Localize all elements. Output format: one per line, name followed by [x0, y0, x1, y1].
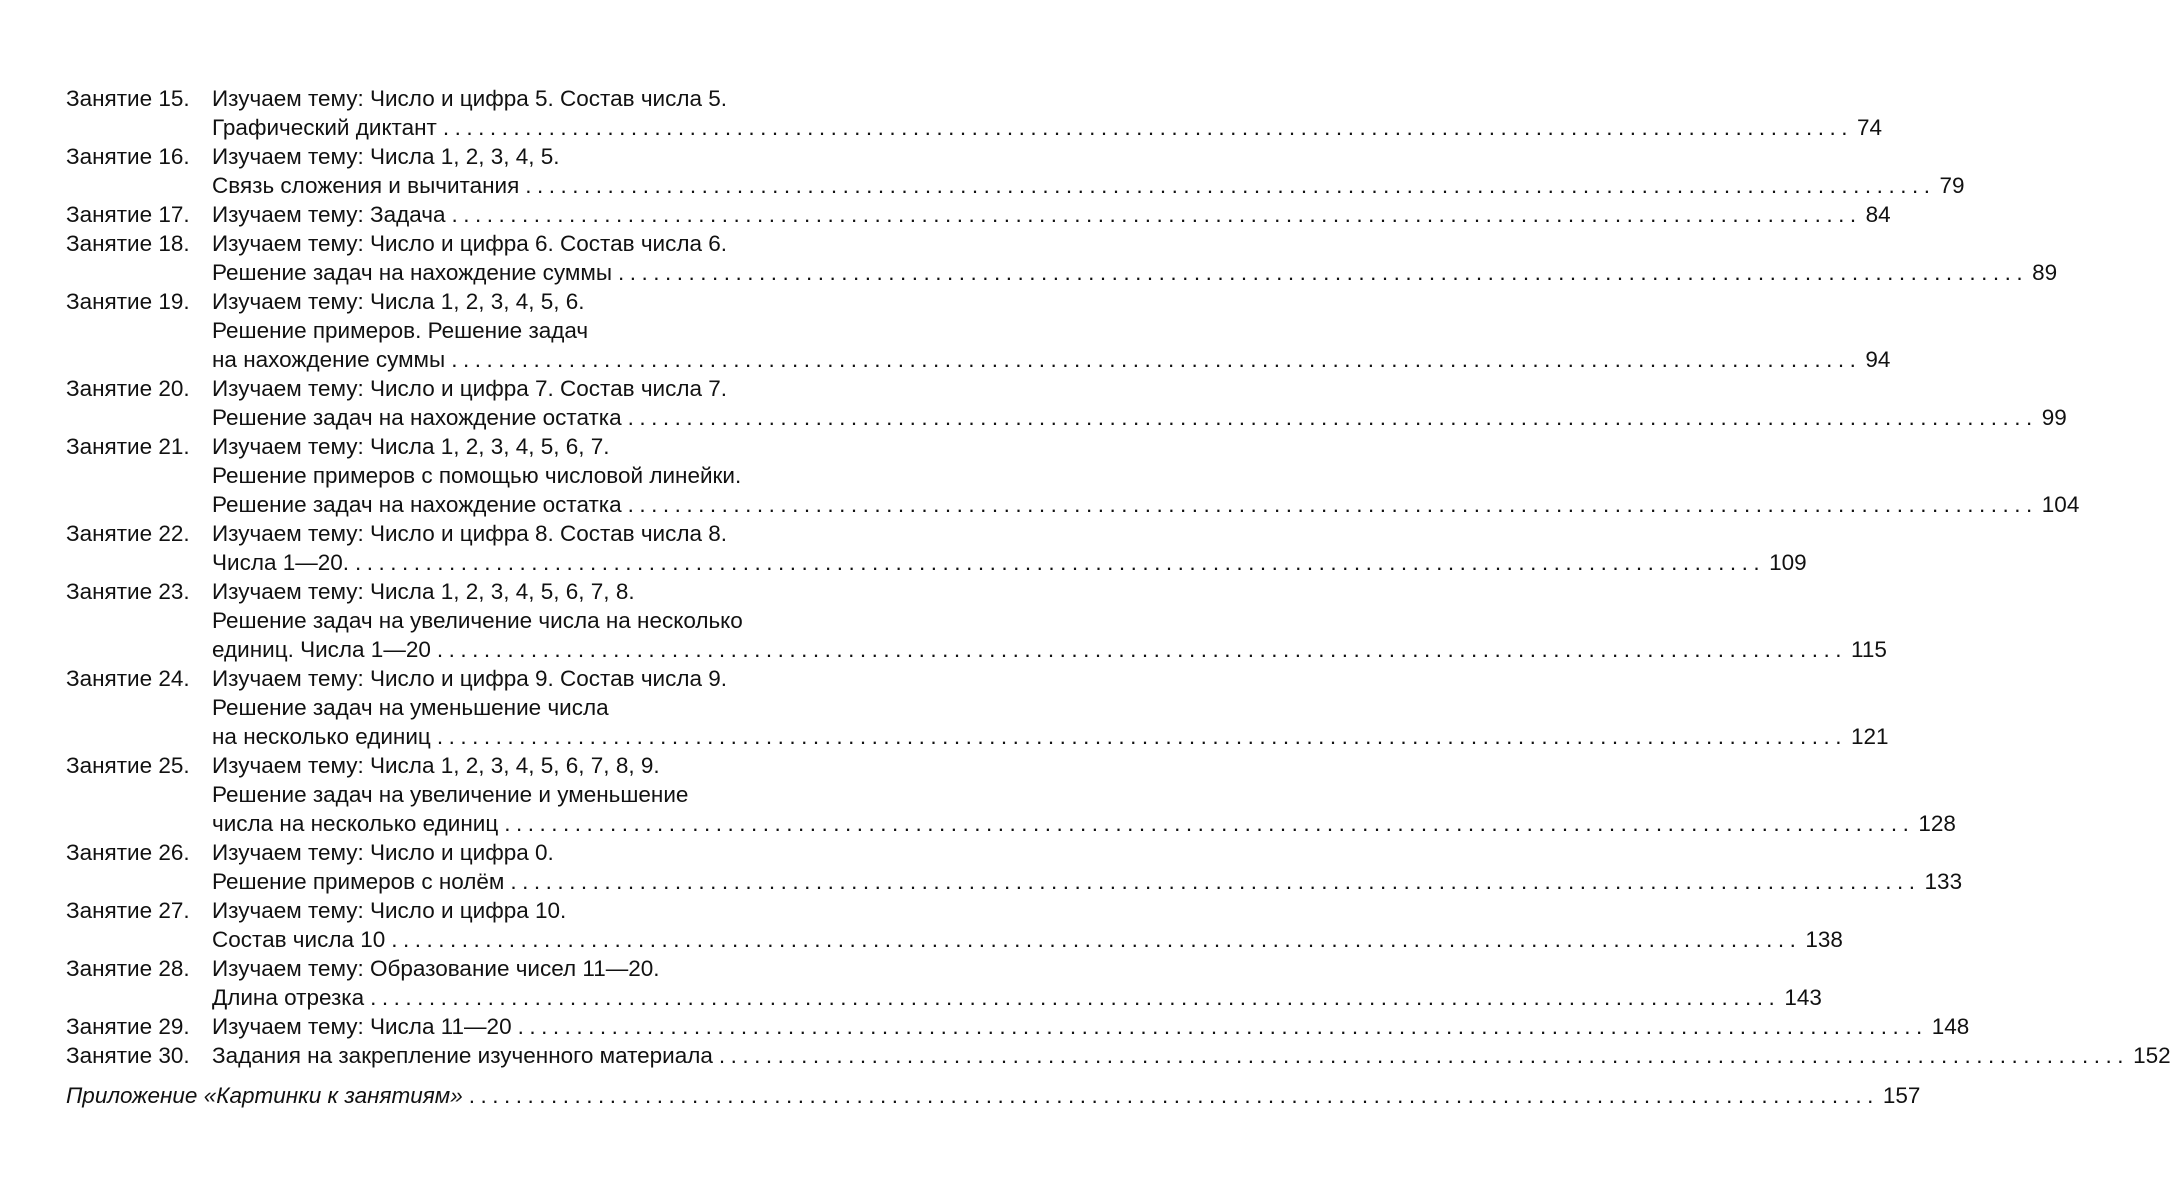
toc-entry[interactable]	[66, 1012, 1970, 1041]
lesson-label: Занятие 17.	[66, 202, 190, 227]
lesson-label: Занятие 20.	[66, 376, 190, 401]
lesson-title-last-line	[212, 925, 1843, 954]
lesson-label: Занятие 19.	[66, 289, 190, 314]
lesson-label: Занятие 26.	[66, 840, 190, 865]
lesson-title-line: на несколько единиц	[212, 724, 431, 749]
page-number: 143	[1784, 985, 1822, 1010]
dot-leader: ........................................................................................................................	[525, 173, 1936, 198]
lesson-title-line: Графический диктант	[212, 115, 437, 140]
lesson-label: Занятие 24.	[66, 666, 190, 691]
toc-entry[interactable]	[66, 84, 1883, 142]
lesson-title-last-line	[212, 403, 2067, 432]
lesson-label: Занятие 30.	[66, 1043, 190, 1068]
dot-leader: ........................................................................................................................	[618, 260, 2029, 285]
page-number: 104	[2041, 492, 2080, 517]
lesson-title-last-line	[212, 171, 1965, 200]
page-number: 115	[1851, 637, 1887, 662]
lesson-label: Занятие 23.	[66, 579, 190, 604]
lesson-label: Занятие 16.	[66, 144, 190, 169]
lesson-title-line: Изучаем тему: Числа 1, 2, 3, 4, 5, 6.	[212, 289, 585, 314]
page-number: 152	[2133, 1043, 2171, 1068]
lesson-title-line: Решение задач на увеличение числа на несколько	[212, 608, 743, 633]
lesson-title-block	[212, 1041, 2171, 1070]
lesson-title-line: Изучаем тему: Числа 1, 2, 3, 4, 5.	[212, 144, 560, 169]
lesson-title-line: Состав числа 10	[212, 927, 386, 952]
lesson-title-block	[212, 229, 2058, 287]
dot-leader: ........................................................................................................................	[627, 405, 2038, 430]
lesson-label: Занятие 22.	[66, 521, 190, 546]
lesson-title-block	[212, 664, 1889, 751]
toc-entry[interactable]	[66, 1041, 2171, 1070]
toc-entry[interactable]	[66, 287, 1891, 374]
lesson-title-line: Числа 1—20.	[212, 550, 349, 575]
page-number: 94	[1865, 347, 1891, 372]
lesson-label: Занятие 25.	[66, 753, 190, 778]
dot-leader: ........................................................................................................................	[718, 1043, 2130, 1068]
lesson-title-block	[212, 954, 1822, 1012]
page-number: 148	[1931, 1014, 1970, 1039]
table-of-contents	[66, 84, 2171, 1110]
lesson-title-last-line	[212, 635, 1887, 664]
lesson-title-block	[212, 519, 1807, 577]
lesson-title-block	[212, 838, 1963, 896]
toc-entry[interactable]	[66, 229, 2058, 287]
dot-leader: ........................................................................................................................	[468, 1083, 1879, 1108]
lesson-title-line: Решение примеров с помощью числовой линейки.	[212, 463, 742, 488]
toc-entry[interactable]	[66, 374, 2067, 432]
lesson-title-line: Изучаем тему: Число и цифра 7. Состав числа 7.	[212, 376, 728, 401]
lesson-label: Занятие 29.	[66, 1014, 190, 1039]
lesson-title-line: Изучаем тему: Число и цифра 6. Состав числа 6.	[212, 231, 728, 256]
lesson-title-last-line	[212, 258, 2058, 287]
lesson-label: Занятие 27.	[66, 898, 190, 923]
page-number: 121	[1850, 724, 1889, 749]
lesson-title-line: Изучаем тему: Число и цифра 9. Состав числа 9.	[212, 666, 728, 691]
lesson-title-line: числа на несколько единиц	[212, 811, 499, 836]
page-number: 138	[1805, 927, 1843, 952]
dot-leader: ........................................................................................................................	[436, 637, 1848, 662]
lesson-title-block	[212, 432, 2080, 519]
lesson-label: Занятие 15.	[66, 86, 190, 111]
lesson-title-last-line	[212, 1041, 2171, 1070]
page-number: 157	[1882, 1083, 1921, 1108]
toc-entry[interactable]	[66, 838, 1963, 896]
lesson-title-line: Решение примеров. Решение задач	[212, 318, 589, 343]
lesson-title-block	[212, 1012, 1970, 1041]
lesson-title-line: Изучаем тему: Число и цифра 5. Состав числа 5.	[212, 86, 728, 111]
lesson-title-line: Изучаем тему: Числа 11—20	[212, 1014, 512, 1039]
lesson-label: Занятие 18.	[66, 231, 190, 256]
dot-leader: ........................................................................................................................	[510, 869, 1921, 894]
toc-entry[interactable]	[66, 432, 2080, 519]
page-number: 74	[1857, 115, 1883, 140]
lesson-title-line: Связь сложения и вычитания	[212, 173, 520, 198]
lesson-title-block	[212, 374, 2067, 432]
lesson-label: Занятие 28.	[66, 956, 190, 981]
lesson-label: Занятие 21.	[66, 434, 190, 459]
lesson-title-last-line	[212, 113, 1883, 142]
lesson-title-block	[212, 751, 1956, 838]
lesson-title-last-line	[212, 867, 1963, 896]
lesson-title-line: Изучаем тему: Числа 1, 2, 3, 4, 5, 6, 7.	[212, 434, 610, 459]
toc-entries	[66, 84, 2171, 1070]
lesson-title-line: Решение задач на увеличение и уменьшение	[212, 782, 689, 807]
lesson-title-block	[212, 896, 1843, 954]
toc-entry[interactable]	[66, 664, 1889, 751]
toc-entry[interactable]	[66, 954, 1822, 1012]
lesson-title-line: Длина отрезка	[212, 985, 365, 1010]
lesson-title-block	[212, 577, 1887, 664]
lesson-title-last-line	[212, 983, 1822, 1012]
dot-leader: ........................................................................................................................	[517, 1014, 1928, 1039]
lesson-title-block	[212, 84, 1883, 142]
lesson-title-line: Изучаем тему: Образование чисел 11—20.	[212, 956, 660, 981]
lesson-title-line: на нахождение суммы	[212, 347, 446, 372]
lesson-title-last-line	[212, 722, 1889, 751]
toc-entry[interactable]	[66, 519, 1807, 577]
dot-leader: ........................................................................................................................	[355, 550, 1766, 575]
toc-entry[interactable]	[66, 577, 1887, 664]
page-number: 84	[1865, 202, 1891, 227]
page-number: 99	[2041, 405, 2067, 430]
lesson-title-block	[212, 142, 1965, 200]
page-number: 128	[1918, 811, 1956, 836]
lesson-title-block	[212, 287, 1891, 374]
dot-leader: ........................................................................................................................	[451, 202, 1862, 227]
lesson-title-line: Изучаем тему: Число и цифра 10.	[212, 898, 567, 923]
lesson-title-line: Решение примеров с нолём	[212, 869, 505, 894]
dot-leader: ........................................................................................................................	[436, 724, 1847, 749]
lesson-title-line: Решение задач на нахождение остатка	[212, 405, 622, 430]
dot-leader: ........................................................................................................................	[451, 347, 1862, 372]
dot-leader: ........................................................................................................................	[504, 811, 1915, 836]
lesson-title-line: Изучаем тему: Число и цифра 8. Состав числа 8.	[212, 521, 728, 546]
lesson-title-line: единиц. Числа 1—20	[212, 637, 431, 662]
lesson-title-line: Решение задач на нахождение остатка	[212, 492, 622, 517]
toc-entry[interactable]	[66, 142, 1965, 200]
lesson-title-line: Изучаем тему: Число и цифра 0.	[212, 840, 554, 865]
lesson-title-line: Задания на закрепление изученного материала	[212, 1043, 713, 1068]
lesson-title-last-line	[212, 548, 1807, 577]
page-number: 133	[1924, 869, 1963, 894]
appendix-title: Приложение «Картинки к занятиям»	[66, 1083, 463, 1108]
lesson-title-line: Изучаем тему: Числа 1, 2, 3, 4, 5, 6, 7, 8.	[212, 579, 635, 604]
page-number: 89	[2032, 260, 2058, 285]
toc-entry[interactable]	[66, 751, 1956, 838]
dot-leader: ........................................................................................................................	[442, 115, 1853, 140]
lesson-title-last-line	[212, 200, 1891, 229]
page-number: 109	[1769, 550, 1807, 575]
dot-leader: ........................................................................................................................	[370, 985, 1781, 1010]
lesson-title-last-line	[212, 345, 1891, 374]
dot-leader: ........................................................................................................................	[627, 492, 2038, 517]
toc-entry[interactable]	[66, 200, 1891, 229]
dot-leader: ........................................................................................................................	[391, 927, 1802, 952]
lesson-title-line: Решение задач на нахождение суммы	[212, 260, 613, 285]
lesson-title-line: Изучаем тему: Числа 1, 2, 3, 4, 5, 6, 7, 8, 9.	[212, 753, 660, 778]
lesson-title-last-line	[212, 809, 1956, 838]
lesson-title-last-line	[212, 490, 2080, 519]
page-number: 79	[1939, 173, 1965, 198]
lesson-title-block	[212, 200, 1891, 229]
lesson-title-last-line	[212, 1012, 1970, 1041]
lesson-title-line: Изучаем тему: Задача	[212, 202, 446, 227]
toc-appendix-entry[interactable]	[66, 1081, 1921, 1110]
toc-entry[interactable]	[66, 896, 1843, 954]
lesson-title-line: Решение задач на уменьшение числа	[212, 695, 609, 720]
